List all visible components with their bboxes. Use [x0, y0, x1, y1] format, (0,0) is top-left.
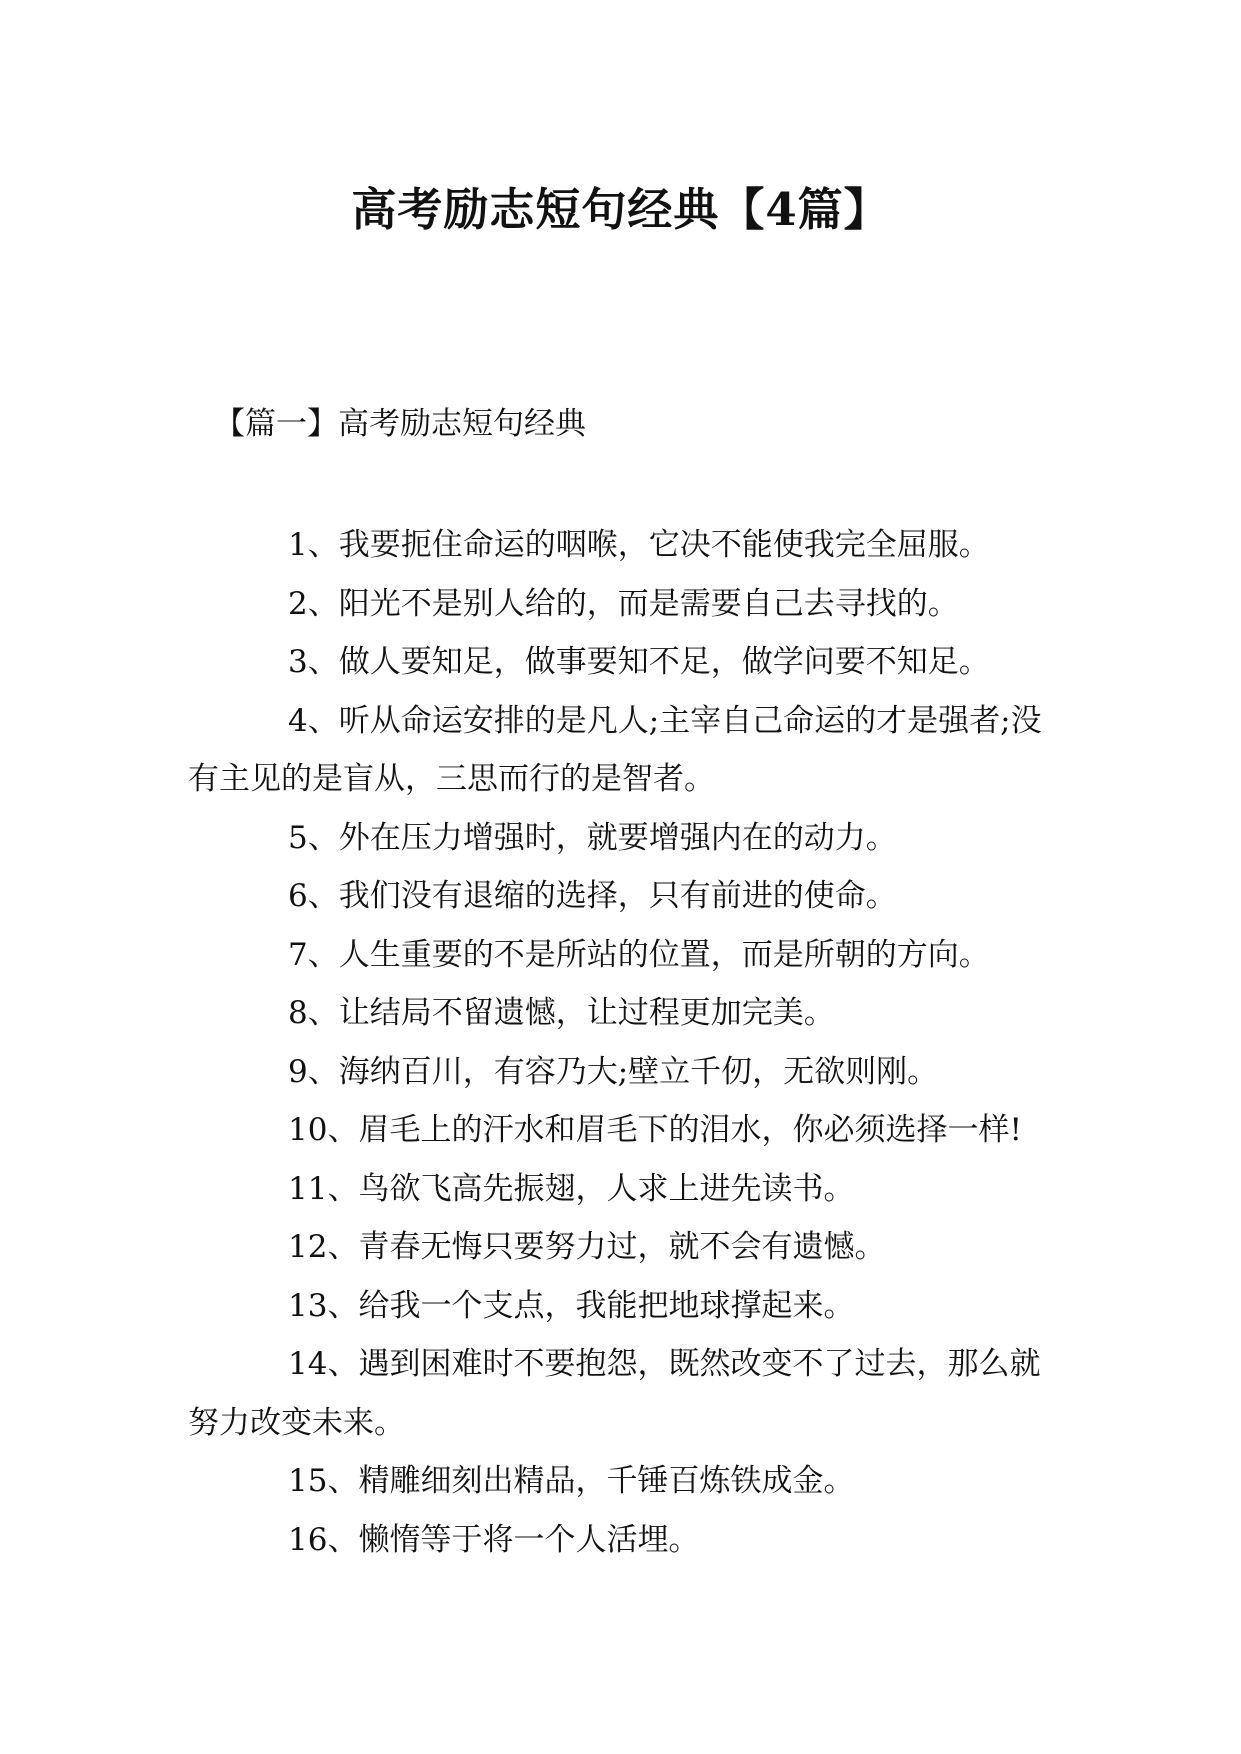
- quote-item-15: 15、精雕细刻出精品，千锤百炼铁成金。: [288, 1463, 855, 1499]
- quote-item-6: 6、我们没有退缩的选择，只有前进的使命。: [288, 878, 897, 914]
- quote-item-1: 1、我要扼住命运的咽喉，它决不能使我完全屈服。: [288, 527, 990, 563]
- quote-item-14: 14、遇到困难时不要抱怨，既然改变不了过去，那么就努力改变未来。: [188, 1346, 1041, 1441]
- quote-item-5: 5、外在压力增强时，就要增强内在的动力。: [288, 819, 897, 856]
- quote-item-9: 9、海纳百川，有容乃大;壁立千仞，无欲则刚。: [288, 1053, 939, 1090]
- quote-item-7: 7、人生重要的不是所站的位置，而是所朝的方向。: [288, 936, 990, 973]
- section-heading: 【篇一】高考励志短句经典: [214, 406, 586, 442]
- quote-item-12: 12、青春无悔只要努力过，就不会有遗憾。: [288, 1229, 886, 1265]
- document-title: 高考励志短句经典【4篇】: [351, 183, 890, 237]
- quote-list: [188, 516, 1064, 1569]
- quote-item-2: 2、阳光不是别人给的，而是需要自己去寻找的。: [288, 585, 959, 622]
- quote-item-4: 4、听从命运安排的是凡人;主宰自己命运的才是强者;没有主见的是盲从，三思而行的是智者。: [188, 702, 1042, 797]
- quote-item-10: 10、眉毛上的汗水和眉毛下的泪水，你必须选择一样!: [288, 1112, 1022, 1148]
- quote-item-11: 11、鸟欲飞高先振翅，人求上进先读书。: [288, 1170, 855, 1207]
- quote-item-13: 13、给我一个支点，我能把地球撑起来。: [288, 1287, 855, 1324]
- quote-item-16: 16、懒惰等于将一个人活埋。: [288, 1521, 700, 1558]
- quote-item-3: 3、做人要知足，做事要知不足，做学问要不知足。: [288, 644, 990, 680]
- quote-item-8: 8、让结局不留遗憾，让过程更加完美。: [288, 995, 835, 1031]
